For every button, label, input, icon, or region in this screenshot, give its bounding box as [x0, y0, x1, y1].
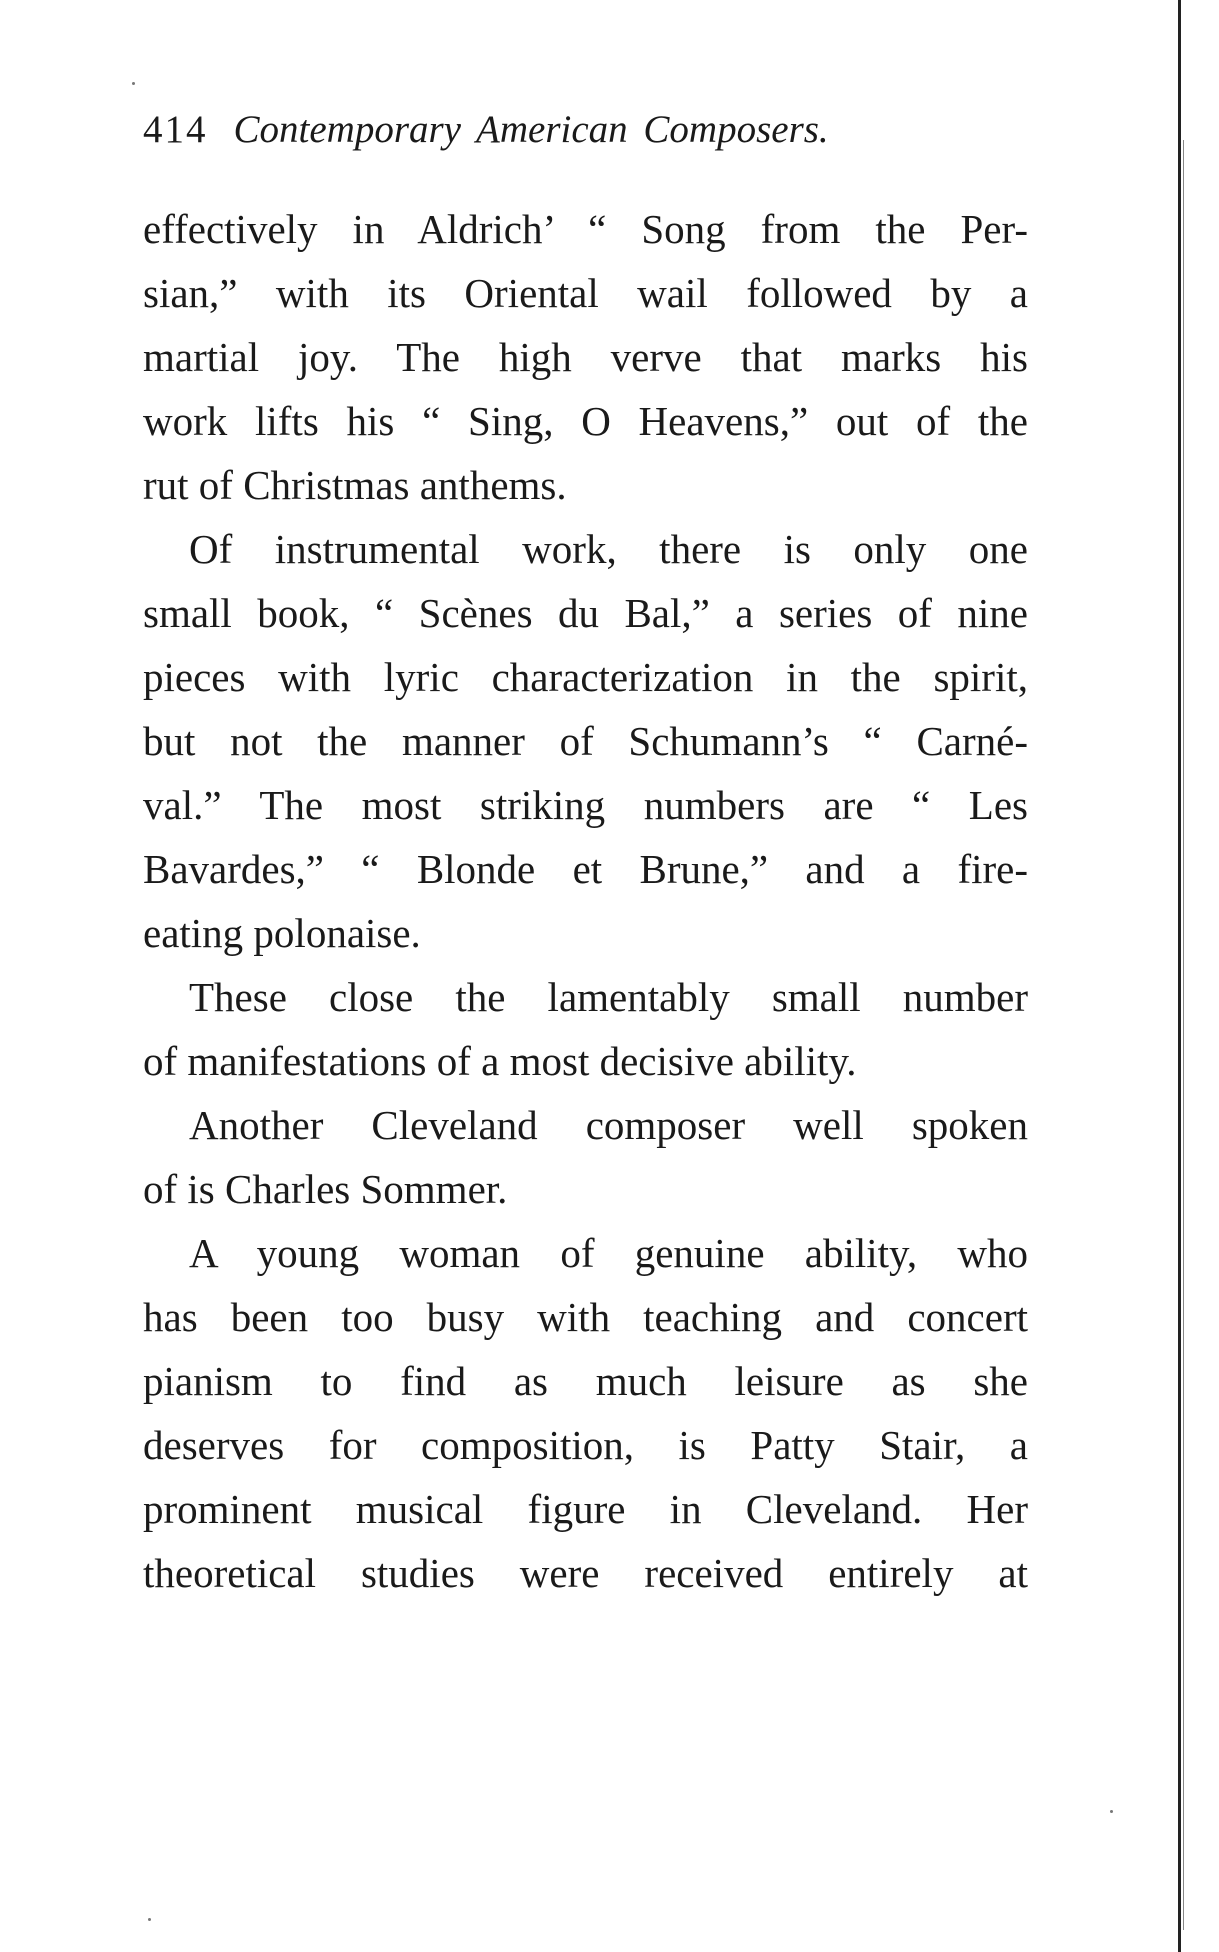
- text-line: effectively in Aldrich’ “ Song from the Per-: [143, 206, 1028, 252]
- text-line: martial joy. The high verve that marks his: [143, 334, 1028, 380]
- text-line: Bavardes,” “ Blonde et Brune,” and a fire-: [143, 846, 1028, 892]
- text-line: deserves for composition, is Patty Stair, a: [143, 1422, 1028, 1468]
- text-line: theoretical studies were received entirely at: [143, 1550, 1028, 1596]
- text-line: rut of Christmas anthems.: [143, 462, 567, 508]
- text-line: small book, “ Scènes du Bal,” a series of nine: [143, 590, 1028, 636]
- text-line: has been too busy with teaching and concert: [143, 1294, 1028, 1340]
- scan-speck: [148, 1918, 151, 1921]
- text-line: eating polonaise.: [143, 910, 421, 956]
- page-edge-shadow: [1178, 0, 1181, 1952]
- text-line: Of instrumental work, there is only one: [189, 526, 1028, 572]
- text-line: A young woman of genuine ability, who: [189, 1230, 1028, 1276]
- text-line: pianism to find as much leisure as she: [143, 1358, 1028, 1404]
- scan-speck: [1110, 1810, 1113, 1813]
- text-line: sian,” with its Oriental wail followed by a: [143, 270, 1028, 316]
- page-number: 414: [143, 108, 208, 151]
- text-line: pieces with lyric characterization in the spirit,: [143, 654, 1028, 700]
- running-header: [143, 102, 829, 158]
- text-line: val.” The most striking numbers are “ Les: [143, 782, 1028, 828]
- text-line: prominent musical figure in Cleveland. Her: [143, 1486, 1028, 1532]
- text-line: work lifts his “ Sing, O Heavens,” out of the: [143, 398, 1028, 444]
- text-line: but not the manner of Schumann’s “ Carné-: [143, 718, 1028, 764]
- scan-speck: [132, 82, 135, 85]
- text-line: Another Cleveland composer well spoken: [189, 1102, 1028, 1148]
- text-line: of is Charles Sommer.: [143, 1166, 508, 1212]
- running-title: Contemporary American Composers.: [233, 108, 829, 151]
- text-line: These close the lamentably small number: [189, 974, 1028, 1020]
- text-line: of manifestations of a most decisive ability.: [143, 1038, 857, 1084]
- page-edge-line: [1183, 140, 1184, 1930]
- body-text: [143, 197, 1028, 1605]
